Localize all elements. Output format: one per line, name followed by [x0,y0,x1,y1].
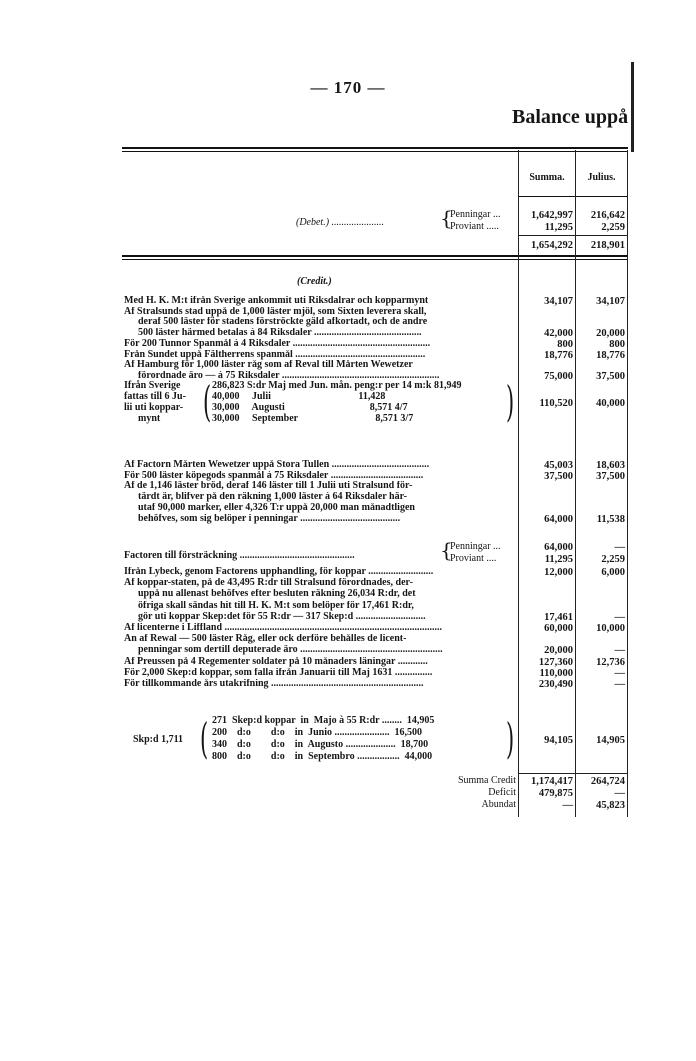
sverige-julius: 40,000 [596,398,625,409]
total-summa: — [562,800,573,811]
table-row [124,589,628,600]
row-text: Af Stralsunds stad uppå de 1,000 läster mjöl, som Sixten leverera skall, [124,306,427,317]
row-julius: 10,000 [596,623,625,634]
table-row [124,578,628,589]
table-row [124,360,628,371]
row-summa: 230,490 [538,679,573,690]
debet-penningar-summa: 1,642,997 [531,210,573,221]
sverige-line-3: 30,000 September 8,571 3/7 [212,413,414,424]
row-text: deraf 500 läster för stadens förströckte gäld afkortadt, och de andre [138,317,428,328]
factoren-penningar-label: Penningar ... [450,541,501,552]
debet-proviant-label: Proviant ..... [450,221,499,232]
total-row [124,800,628,812]
debet-total-julius: 218,901 [590,240,625,251]
row-summa: 34,107 [544,296,573,307]
debet-bottom-rule [122,255,628,257]
total-julius: 264,724 [590,776,625,787]
sverige-left-0: Ifrån Sverige [124,380,181,391]
skepd-julius: 14,905 [596,735,625,746]
row-text: För tillkommande års utakrifning ............................................................. [124,679,424,689]
row-text: Med H. K. M:t ifrån Sverige ankommit uti Riksdalrar och kopparmynt [124,296,429,306]
total-summa: 1,174,417 [531,776,573,787]
total-row [124,776,628,788]
row-summa: 127,360 [538,656,573,668]
table-row [124,471,628,482]
sverige-brace-left: ( [203,377,212,426]
row-julius: 37,500 [596,370,625,382]
running-head: Balance uppå [512,106,629,128]
row-text: uppå nu allenast behöfves efter besluten räkning 26,034 R:dr, det [138,589,416,600]
row-summa: 42,000 [544,328,573,340]
table-row [124,623,628,634]
skepd-left: Skp:d 1,711 [133,734,184,745]
total-label: Abundat [481,799,516,810]
row-text: 500 läster härmed betalas à 84 Riksdaler ........................................... [138,328,422,339]
row-julius: 34,107 [596,296,625,307]
row-summa: 75,000 [544,370,573,382]
debet-bottom-rule-thin [122,259,628,260]
table-row [124,328,628,339]
factoren-brace: { [440,538,453,562]
header-bottom-rule [518,196,628,197]
table-row [124,307,628,318]
row-julius: — [614,645,625,657]
table-row [124,645,628,656]
row-summa: 37,500 [544,470,573,482]
table-row [124,492,628,503]
row-text: För 200 Tunnor Spanmål à 4 Riksdaler ....................................................... [124,338,431,349]
sverige-left-2: lii uti koppar- [124,402,184,413]
totals-rule [519,773,627,774]
row-summa: 20,000 [544,645,573,657]
row-summa: 800 [557,338,573,350]
page-edge-rule [631,62,634,152]
skepd-line-3: 800 d:o d:o in Septembro ................. 44,000 [212,751,433,762]
row-text: gör uti koppar Skep:det för 55 R:dr — 317 Skep:d ............................ [138,611,426,622]
row-text: Af Factorn Mårten Wewetzer uppå Stora Tullen ....................................... [124,460,430,470]
row-text: Af licenterne i Liffland ....................................................................................... [124,623,443,633]
row-text: penningar som dertill deputerade äro ......................................................... [138,645,443,656]
row-text: Af Hamburg för 1,000 läster råg som af Reval till Mårten Wewetzer [124,360,413,371]
factoren-penningar-summa: 64,000 [544,542,573,553]
row-summa: 17,461 [544,611,573,623]
table-row [124,481,628,492]
table-row [124,679,628,690]
sverige-line-1: 40,000 Julii 11,428 [212,391,386,402]
total-label: Deficit [488,787,516,798]
row-text: förordnade äro — à 75 Riksdaler ............................................................... [138,370,440,381]
total-summa: 479,875 [538,788,573,799]
row-text: öfriga skall sändas hit till H. K. M:t som belöper för 17,461 R:dr, [138,600,414,611]
debet-brace: { [440,206,453,230]
row-julius: — [614,679,625,690]
sverige-brace-right: ) [506,377,515,426]
row-text: Ifrån Lybeck, genom Factorens upphandling, för koppar .......................... [124,567,434,577]
factoren-proviant-label: Proviant .... [450,553,497,564]
debet-total-summa: 1,654,292 [531,240,573,251]
page-number: — 170 — [310,78,386,97]
skepd-line-2: 340 d:o d:o in Augusto .................... 18,700 [212,739,429,750]
total-label: Summa Credit [457,775,516,786]
row-text: Af koppar-staten, på de 43,495 R:dr till Stralsund förordnades, der- [124,578,413,589]
row-summa: 60,000 [544,623,573,634]
row-text: För 2,000 Skep:d koppar, som falla ifrån Januarii till Maj 1631 ............... [124,667,433,678]
row-julius: 11,538 [596,513,625,525]
table-row [124,350,628,361]
debet-penningar-julius: 216,642 [590,210,625,221]
row-summa: 12,000 [544,567,573,578]
table-row [124,567,628,578]
skepd-line-0: 271 Skep:d koppar in Majo à 55 R:dr ........ 14,905 [212,715,435,726]
row-text: tärdt är, blifver på den räkning 1,000 läster à 64 Riksdaler här- [138,492,407,503]
col-head-summa: Summa. [529,172,565,183]
table-row [124,317,628,328]
debet-sum-rule [519,235,627,236]
factoren-proviant-julius: 2,259 [601,554,625,565]
row-julius: — [614,667,625,679]
table-row [124,634,628,645]
row-text: För 500 läster köpegods spanmål à 75 Riksdaler ..................................... [124,470,424,481]
row-julius: 37,500 [596,470,625,482]
skepd-brace-right: ) [506,714,515,763]
table-row [124,657,628,668]
row-text: Af de 1,146 läster bröd, deraf 146 läster till 1 Julii uti Stralsund för- [124,481,413,492]
row-summa: 45,003 [544,460,573,471]
row-julius: 12,736 [596,656,625,668]
debet-label: (Debet.) ..................... [296,217,385,228]
table-row [124,612,628,623]
sverige-left-1: fattas till 6 Ju- [124,391,186,402]
table-top-rule-thin [122,151,628,152]
debet-proviant-summa: 11,295 [544,222,573,233]
row-julius: 800 [609,338,625,350]
table-row [124,460,628,471]
total-row [124,788,628,800]
skepd-summa: 94,105 [544,735,573,746]
sverige-line-0: 286,823 S:dr Maj med Jun. mån. peng:r per 14 m:k 81,949 [212,380,462,391]
row-text: Än af Rewal — 500 läster Råg, eller ock derföre behålles de licent- [124,634,407,645]
row-julius: 6,000 [601,567,625,578]
table-row [124,668,628,679]
total-julius: — [614,788,625,799]
credit-heading: (Credit.) [297,276,332,287]
row-julius: 20,000 [596,328,625,340]
factoren-proviant-summa: 11,295 [544,554,573,565]
table-row [124,514,628,525]
sverige-line-2: 30,000 Augusti 8,571 4/7 [212,402,408,413]
row-text: Af Preussen på 4 Regementer soldater på 10 månaders läningar ............ [124,656,428,667]
row-summa: 110,000 [539,667,573,679]
sverige-left-3: mynt [138,413,161,424]
table-row [124,601,628,612]
factoren-penningar-julius: — [614,542,625,553]
table-row [124,503,628,514]
total-julius: 45,823 [596,800,625,811]
debet-proviant-julius: 2,259 [601,222,625,233]
col-head-julius: Julius. [587,172,616,183]
sverige-summa: 110,520 [539,398,573,409]
row-text: behöfves, som sig belöper i penningar ........................................ [138,513,401,524]
factoren-text: Factoren till försträckning .............................................. [124,550,355,561]
row-summa: 18,776 [544,349,573,361]
row-text: Från Sundet uppå Fältherrens spanmål .................................................... [124,349,426,360]
row-julius: 18,776 [596,349,625,361]
row-julius: — [614,611,625,623]
debet-penningar-label: Penningar ... [450,209,501,220]
table-row [124,339,628,350]
table-row [124,296,628,307]
row-julius: 18,603 [596,460,625,471]
row-text: utaf 90,000 marker, eller 4,326 T:r uppå 20,000 man månadtligen [138,502,415,513]
skepd-brace-left: ( [200,714,209,763]
table-top-rule [122,147,628,149]
skepd-line-1: 200 d:o d:o in Junio ...................... 16,500 [212,727,423,738]
row-summa: 64,000 [544,513,573,525]
